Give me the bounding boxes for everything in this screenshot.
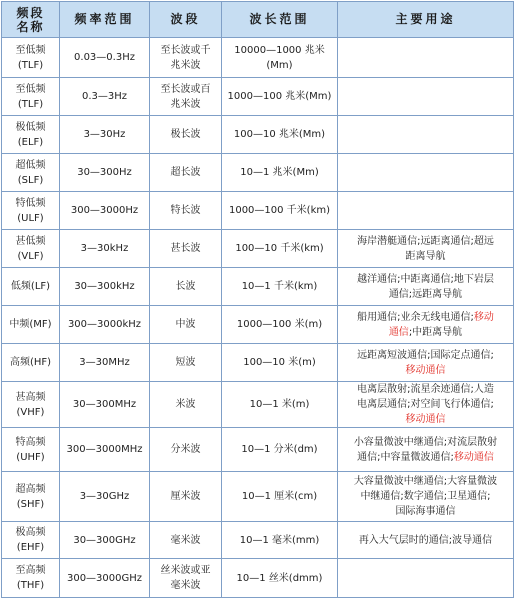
frequency-cell: 300—3000GHz bbox=[60, 559, 150, 598]
category-cell: 中频(MF) bbox=[2, 306, 60, 344]
usage-cell bbox=[338, 78, 514, 116]
usage-text: 海岸潜艇通信;远距离通信;超远 距离导航 bbox=[357, 235, 494, 262]
category-cell: 超低频 (SLF) bbox=[2, 154, 60, 192]
category-cell: 高频(HF) bbox=[2, 344, 60, 382]
table-row bbox=[2, 268, 514, 306]
usage-cell bbox=[338, 344, 514, 382]
usage-cell bbox=[338, 306, 514, 344]
frequency-cell: 3—30kHz bbox=[60, 230, 150, 268]
table-row bbox=[2, 116, 514, 154]
usage-cell bbox=[338, 192, 514, 230]
band-cell: 长波 bbox=[150, 268, 222, 306]
usage-cell bbox=[338, 116, 514, 154]
table-row bbox=[2, 472, 514, 522]
usage-cell bbox=[338, 522, 514, 559]
table-body bbox=[2, 38, 514, 598]
frequency-cell: 30—300kHz bbox=[60, 268, 150, 306]
category-cell: 甚低频 (VLF) bbox=[2, 230, 60, 268]
table-row bbox=[2, 78, 514, 116]
table-row bbox=[2, 428, 514, 472]
wavelength-cell: 10—1 分米(dm) bbox=[222, 428, 338, 472]
band-cell: 分米波 bbox=[150, 428, 222, 472]
usage-highlight: 移动通信 bbox=[405, 364, 446, 376]
wavelength-cell: 100—10 米(m) bbox=[222, 344, 338, 382]
wavelength-cell: 10000—1000 兆米(Mm) bbox=[222, 38, 338, 78]
usage-highlight: 移动 通信 bbox=[388, 311, 494, 338]
usage-text: 远距离短波通信;国际定点通信; bbox=[357, 349, 494, 361]
table-row bbox=[2, 382, 514, 428]
category-cell: 极高频 (EHF) bbox=[2, 522, 60, 559]
category-cell: 超高频 (SHF) bbox=[2, 472, 60, 522]
frequency-cell: 30—300MHz bbox=[60, 382, 150, 428]
usage-cell bbox=[338, 382, 514, 428]
frequency-cell: 30—300Hz bbox=[60, 154, 150, 192]
usage-text: ;中距离导航 bbox=[408, 326, 463, 338]
category-cell: 低频(LF) bbox=[2, 268, 60, 306]
usage-cell bbox=[338, 559, 514, 598]
usage-text: 越洋通信;中距离通信;地下岩层 通信;远距离导航 bbox=[357, 273, 494, 300]
usage-cell bbox=[338, 428, 514, 472]
usage-cell bbox=[338, 230, 514, 268]
band-cell: 特长波 bbox=[150, 192, 222, 230]
band-cell: 米波 bbox=[150, 382, 222, 428]
header-frequency-range: 频率范围 bbox=[60, 2, 150, 38]
frequency-band-table bbox=[1, 1, 514, 598]
band-cell: 中波 bbox=[150, 306, 222, 344]
band-cell: 至长波或百 兆米波 bbox=[150, 78, 222, 116]
frequency-cell: 300—3000MHz bbox=[60, 428, 150, 472]
wavelength-cell: 10—1 毫米(mm) bbox=[222, 522, 338, 559]
band-cell: 厘米波 bbox=[150, 472, 222, 522]
wavelength-cell: 10—1 兆米(Mm) bbox=[222, 154, 338, 192]
frequency-cell: 0.3—3Hz bbox=[60, 78, 150, 116]
frequency-cell: 3—30MHz bbox=[60, 344, 150, 382]
table-row bbox=[2, 306, 514, 344]
frequency-cell: 300—3000Hz bbox=[60, 192, 150, 230]
header-row bbox=[2, 2, 514, 38]
usage-text: 电离层散射;流星余迹通信;人造 电离层通信;对空间飞行体通信; bbox=[357, 384, 494, 410]
band-cell: 极长波 bbox=[150, 116, 222, 154]
wavelength-cell: 10—1 丝米(dmm) bbox=[222, 559, 338, 598]
table-row bbox=[2, 559, 514, 598]
table-row bbox=[2, 154, 514, 192]
frequency-cell: 0.03—0.3Hz bbox=[60, 38, 150, 78]
frequency-cell: 3—30GHz bbox=[60, 472, 150, 522]
table-row bbox=[2, 522, 514, 559]
frequency-cell: 30—300GHz bbox=[60, 522, 150, 559]
category-cell: 极低频 (ELF) bbox=[2, 116, 60, 154]
wavelength-cell: 1000—100 米(m) bbox=[222, 306, 338, 344]
wavelength-cell: 100—10 千米(km) bbox=[222, 230, 338, 268]
usage-cell bbox=[338, 472, 514, 522]
header-wavelength-range: 波长范围 bbox=[222, 2, 338, 38]
table-row bbox=[2, 344, 514, 382]
category-cell: 至低频 (TLF) bbox=[2, 78, 60, 116]
category-cell: 甚高频 (VHF) bbox=[2, 382, 60, 428]
band-cell: 至长波或千 兆米波 bbox=[150, 38, 222, 78]
frequency-cell: 3—30Hz bbox=[60, 116, 150, 154]
usage-cell bbox=[338, 154, 514, 192]
band-cell: 甚长波 bbox=[150, 230, 222, 268]
category-cell: 特低频 (ULF) bbox=[2, 192, 60, 230]
category-cell: 特高频 (UHF) bbox=[2, 428, 60, 472]
table-row bbox=[2, 38, 514, 78]
usage-highlight: 移动通信 bbox=[405, 414, 446, 425]
wavelength-cell: 10—1 千米(km) bbox=[222, 268, 338, 306]
usage-text: 船用通信;业余无线电通信; bbox=[357, 311, 474, 323]
category-cell: 至高频 (THF) bbox=[2, 559, 60, 598]
header-usage: 主要用途 bbox=[338, 2, 514, 38]
usage-text: 再入大气层时的通信;波导通信 bbox=[358, 534, 493, 546]
band-cell: 超长波 bbox=[150, 154, 222, 192]
table-row bbox=[2, 230, 514, 268]
usage-cell bbox=[338, 268, 514, 306]
usage-highlight: 移动通信 bbox=[453, 451, 494, 463]
category-cell: 至低频 (TLF) bbox=[2, 38, 60, 78]
wavelength-cell: 100—10 兆米(Mm) bbox=[222, 116, 338, 154]
wavelength-cell: 10—1 米(m) bbox=[222, 382, 338, 428]
wavelength-cell: 10—1 厘米(cm) bbox=[222, 472, 338, 522]
band-cell: 毫米波 bbox=[150, 522, 222, 559]
usage-cell bbox=[338, 38, 514, 78]
band-cell: 短波 bbox=[150, 344, 222, 382]
usage-text: 小容量微波中继通信;对流层散射 通信;中容量微波通信; bbox=[353, 436, 498, 463]
wavelength-cell: 1000—100 千米(km) bbox=[222, 192, 338, 230]
table-row bbox=[2, 192, 514, 230]
frequency-cell: 300—3000kHz bbox=[60, 306, 150, 344]
usage-text: 大容量微波中继通信;大容量微波 中继通信;数字通信;卫星通信; 国际海事通信 bbox=[353, 476, 498, 517]
wavelength-cell: 1000—100 兆米(Mm) bbox=[222, 78, 338, 116]
band-cell: 丝米波或亚 毫米波 bbox=[150, 559, 222, 598]
header-band: 波段 bbox=[150, 2, 222, 38]
header-category: 频段 名称 bbox=[2, 2, 60, 38]
